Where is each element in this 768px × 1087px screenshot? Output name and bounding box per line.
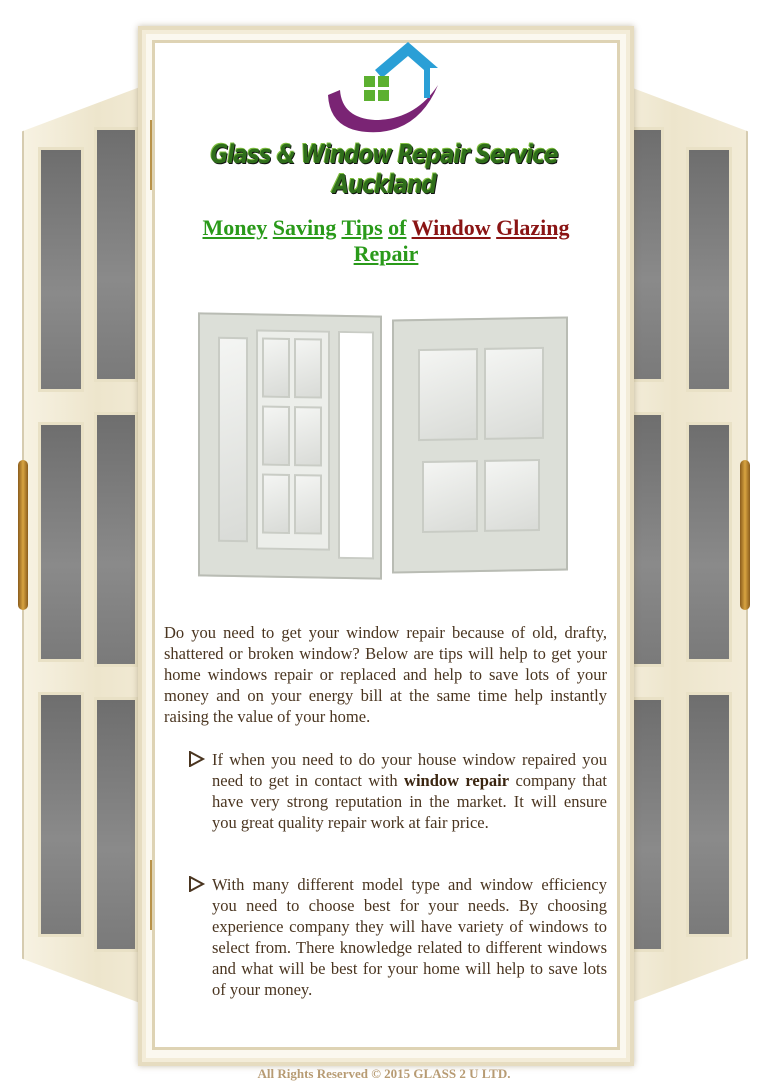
bullet-text: If when you need to do your house window repaired you need to get in contact with [212,750,607,790]
title-word: Repair [353,241,419,266]
list-item [188,749,607,833]
title-word: Tips [341,215,383,240]
house-roof-logo-icon [320,40,450,140]
bullet-text: With many different model type and window efficiency you need to choose best for your needs. By choosing experience company they will have variety of windows to select from. There knowledge related to different windows and what will be best for your home will help to save lots of your money. [212,875,607,999]
list-item [188,874,607,1000]
title-word: Money [202,215,268,240]
arrow-bullet-icon [188,876,206,892]
left-door-handle [18,460,28,610]
bullet-link-text[interactable]: window repair [404,771,510,790]
arrow-bullet-icon [188,751,206,767]
title-word: of [388,215,407,240]
title-word: Glazing [496,215,570,240]
intro-paragraph: Do you need to get your window repair because of old, drafty, shattered or broken window? Below are tips will help to get your home windows repair or replaced and help to save lots of your money and on your energy bill at the same time help instantly raising the value of your home. [164,623,607,726]
title-word: Window [411,215,491,240]
brand-name: Glass & Window Repair Service Auckland [210,140,558,200]
right-door-handle [740,460,750,610]
bullet-text: company that have very strong reputation in the market. It will ensure you great quality repair work at fair price. [212,771,608,832]
page-title [180,215,592,267]
title-word: Saving [272,215,337,240]
footer-copyright: All Rights Reserved © 2015 GLASS 2 U LTD. [257,1066,511,1081]
